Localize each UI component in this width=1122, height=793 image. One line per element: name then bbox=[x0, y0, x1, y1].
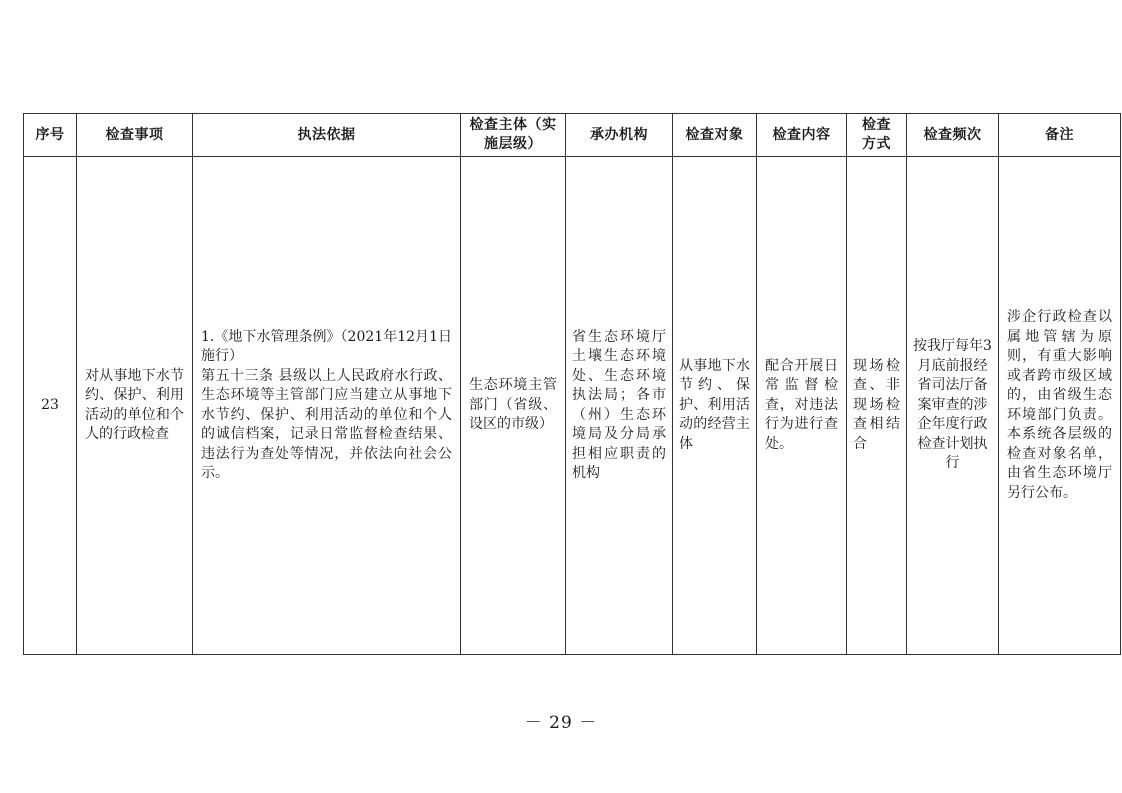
table-row bbox=[24, 157, 1121, 655]
cell-seq: 23 bbox=[24, 157, 77, 655]
cell-organ: 省生态环境厅土壤生态环境处、生态环境执法局；各市（州）生态环境局及分局承担相应职责的机构 bbox=[566, 157, 673, 655]
header-basis: 执法依据 bbox=[193, 114, 461, 157]
cell-item: 对从事地下水节约、保护、利用活动的单位和个人的行政检查 bbox=[77, 157, 193, 655]
cell-remark: 涉企行政检查以属地管辖为原则，有重大影响或者跨市级区域的，由省级生态环境部门负责。本系统各层级的检查对象名单，由省生态环境厅另行公布。 bbox=[999, 157, 1121, 655]
basis-body: 第五十三条 县级以上人民政府水行政、生态环境等主管部门应当建立从事地下水节约、保护、利用活动的单位和个人的诚信档案，记录日常监督检查结果、违法行为查处等情况，并依法向社会公示。 bbox=[201, 367, 452, 481]
basis-title: 1.《地下水管理条例》（2021年12月1日施行） bbox=[201, 328, 452, 364]
page-number: － 29 － bbox=[524, 713, 598, 733]
header-target: 检查对象 bbox=[673, 114, 757, 157]
header-organ: 承办机构 bbox=[566, 114, 673, 157]
header-item: 检查事项 bbox=[77, 114, 193, 157]
header-seq: 序号 bbox=[24, 114, 77, 157]
header-remark: 备注 bbox=[999, 114, 1121, 157]
cell-basis bbox=[193, 157, 461, 655]
inspection-items-table bbox=[23, 113, 1121, 655]
header-subject: 检查主体（实施层级） bbox=[461, 114, 566, 157]
header-method: 检查方式 bbox=[847, 114, 907, 157]
cell-subject: 生态环境主管部门（省级、设区的市级） bbox=[461, 157, 566, 655]
table-header-row bbox=[24, 114, 1121, 157]
cell-target: 从事地下水节约、保护、利用活动的经营主体 bbox=[673, 157, 757, 655]
cell-method: 现场检查、非现场检查相结合 bbox=[847, 157, 907, 655]
header-frequency: 检查频次 bbox=[907, 114, 999, 157]
header-content: 检查内容 bbox=[757, 114, 847, 157]
cell-content: 配合开展日常监督检查，对违法行为进行查处。 bbox=[757, 157, 847, 655]
cell-frequency: 按我厅每年3月底前报经省司法厅备案审查的涉企年度行政检查计划执行 bbox=[907, 157, 999, 655]
